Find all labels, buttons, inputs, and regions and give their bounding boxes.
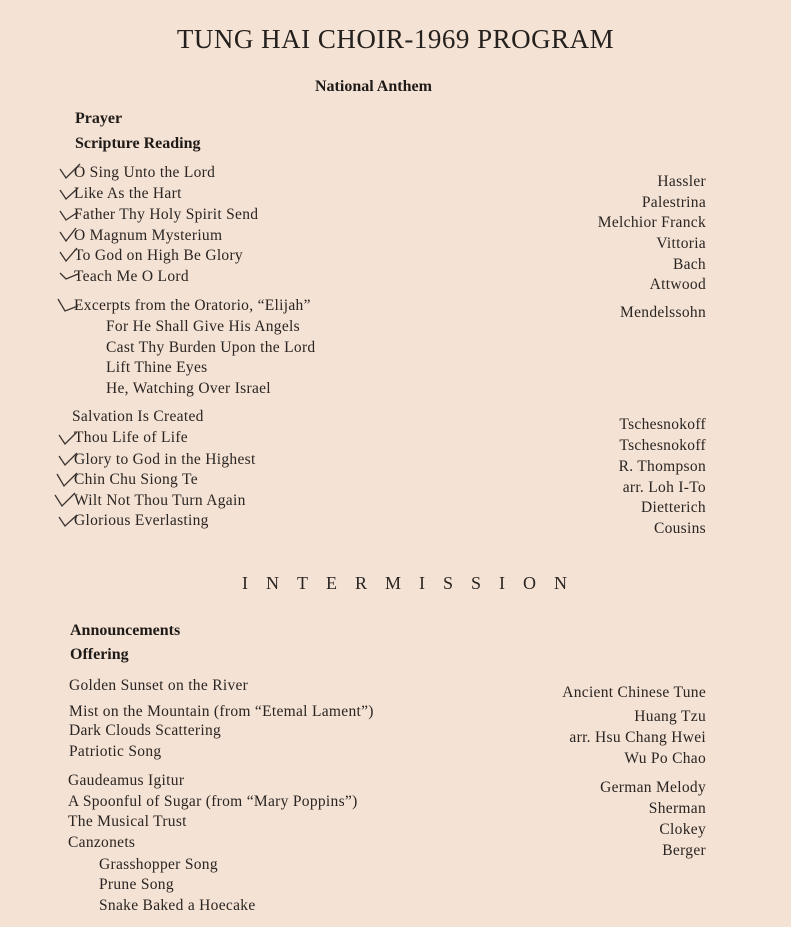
handwritten-check-icon [58, 184, 84, 202]
piece-title: A Spoonful of Sugar (from “Mary Poppins”) [68, 793, 358, 810]
heading-announcements: Announcements [70, 622, 181, 639]
piece-title: Glorious Everlasting [74, 512, 209, 529]
sub-piece-title: Lift Thine Eyes [106, 359, 208, 376]
heading-national-anthem: National Anthem [315, 78, 432, 95]
sub-piece-title: Snake Baked a Hoecake [99, 897, 256, 914]
piece-title: Excerpts from the Oratorio, “Elijah” [74, 297, 311, 314]
piece-title: Chin Chu Siong Te [74, 471, 198, 488]
piece-title: Like As the Hart [74, 185, 182, 202]
piece-title: Teach Me O Lord [74, 268, 189, 285]
piece-title: Patriotic Song [69, 743, 162, 760]
sub-piece-title: Prune Song [99, 876, 174, 893]
piece-composer: Vittoria [656, 235, 706, 252]
piece-title: Canzonets [68, 834, 136, 851]
handwritten-check-icon [55, 470, 81, 488]
piece-composer: R. Thompson [618, 458, 706, 475]
piece-composer: Wu Po Chao [624, 750, 706, 767]
piece-composer: German Melody [600, 779, 706, 796]
piece-title: To God on High Be Glory [74, 247, 243, 264]
piece-composer: arr. Hsu Chang Hwei [569, 729, 706, 746]
piece-composer: Cousins [653, 520, 706, 537]
piece-composer: Attwood [649, 276, 706, 293]
piece-composer: Mendelssohn [620, 304, 706, 321]
handwritten-check-icon [58, 163, 84, 181]
piece-title: O Magnum Mysterium [74, 227, 223, 244]
handwritten-check-icon [58, 267, 84, 285]
sub-piece-title: For He Shall Give His Angels [106, 318, 300, 335]
handwritten-check-icon [57, 429, 83, 447]
piece-composer: Dietterich [641, 499, 706, 516]
sub-piece-title: Cast Thy Burden Upon the Lord [106, 339, 316, 356]
piece-title: Thou Life of Life [74, 429, 188, 446]
piece-composer: Tschesnokoff [619, 416, 706, 433]
piece-composer: Clokey [659, 821, 706, 838]
piece-composer: arr. Loh I-To [622, 479, 706, 496]
piece-title: Father Thy Holy Spirit Send [74, 206, 259, 223]
piece-title: The Musical Trust [68, 813, 187, 830]
piece-title: Mist on the Mountain (from “Etemal Lament”) [69, 703, 374, 720]
piece-composer: Tschesnokoff [619, 437, 706, 454]
sub-piece-title: He, Watching Over Israel [106, 380, 271, 397]
piece-title: Dark Clouds Scattering [69, 722, 222, 739]
piece-title: O Sing Unto the Lord [74, 164, 216, 181]
piece-title: Salvation Is Created [72, 408, 204, 425]
piece-title: Golden Sunset on the River [69, 677, 249, 694]
heading-scripture-reading: Scripture Reading [75, 135, 201, 152]
heading-prayer: Prayer [75, 110, 123, 127]
piece-composer: Bach [672, 256, 706, 273]
handwritten-check-icon [53, 491, 79, 509]
handwritten-check-icon [56, 296, 82, 314]
piece-composer: Ancient Chinese Tune [562, 684, 706, 701]
piece-composer: Melchior Franck [597, 214, 706, 231]
handwritten-check-icon [57, 450, 83, 468]
piece-composer: Hassler [657, 173, 706, 190]
program-title: TUNG HAI CHOIR-1969 PROGRAM [176, 24, 615, 54]
sub-piece-title: Grasshopper Song [99, 856, 218, 873]
piece-composer: Palestrina [641, 194, 706, 211]
intermission-heading: INTERMISSION [241, 573, 585, 593]
handwritten-check-icon [58, 205, 84, 223]
heading-offering: Offering [70, 646, 129, 663]
piece-composer: Berger [662, 842, 706, 859]
piece-title: Gaudeamus Igitur [68, 772, 185, 789]
piece-title: Wilt Not Thou Turn Again [74, 492, 246, 509]
handwritten-check-icon [58, 246, 84, 264]
piece-title: Glory to God in the Highest [74, 451, 256, 468]
handwritten-check-icon [58, 226, 84, 244]
handwritten-check-icon [57, 511, 83, 529]
piece-composer: Sherman [648, 800, 706, 817]
piece-composer: Huang Tzu [634, 708, 706, 725]
